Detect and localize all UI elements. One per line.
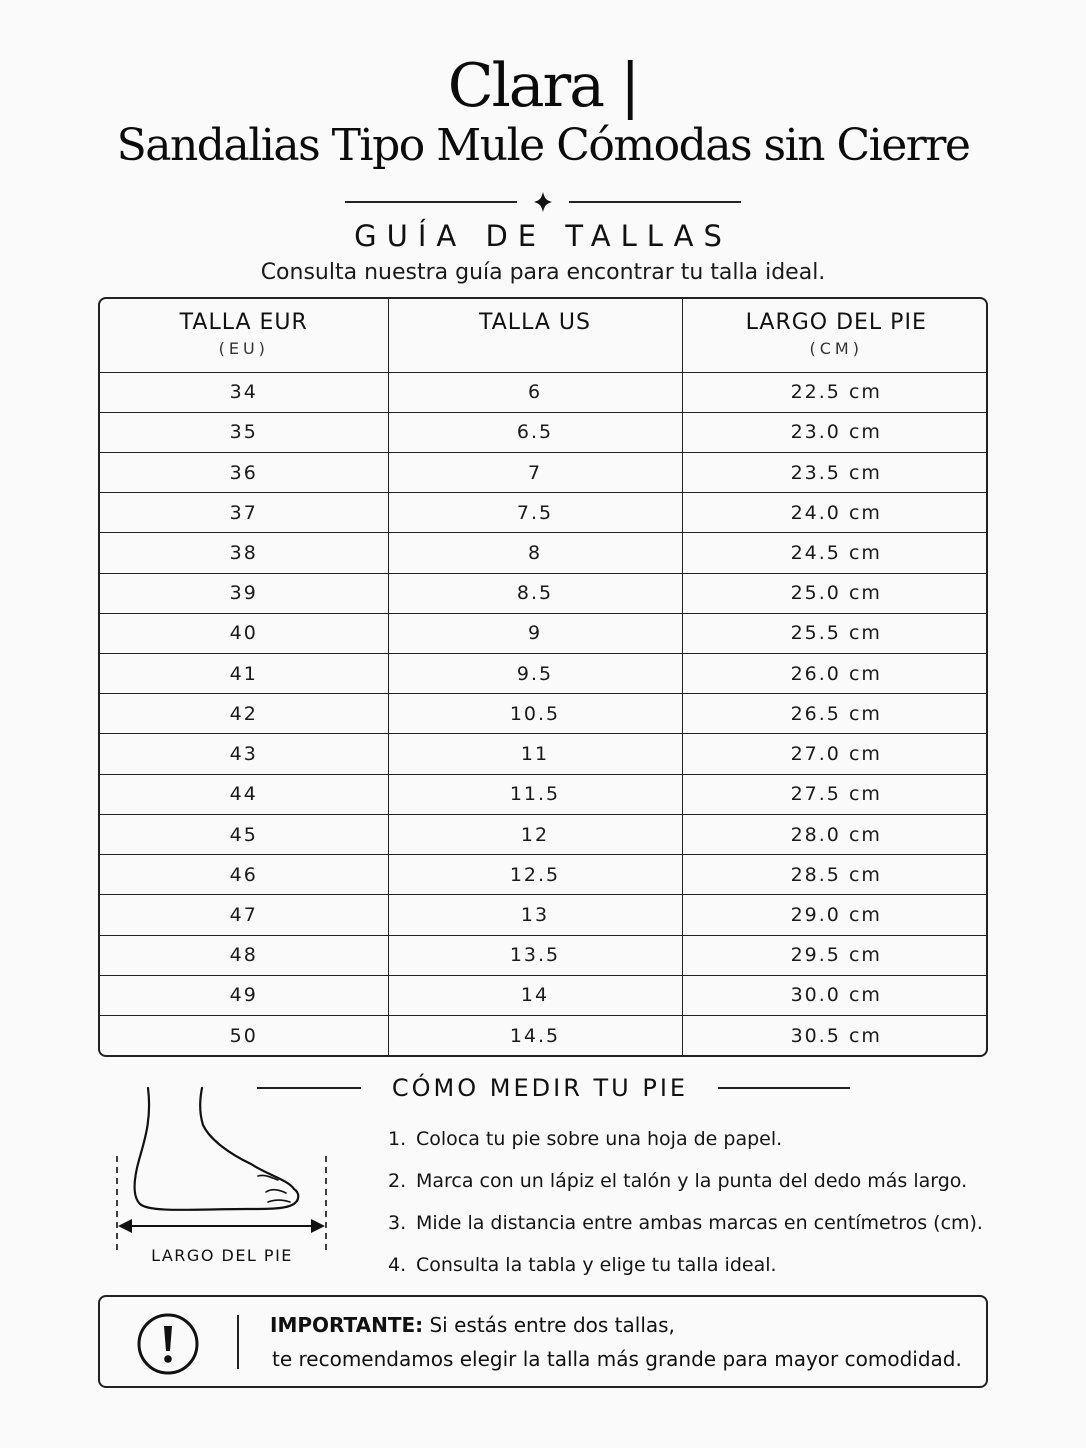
step-text: Mide la distancia entre ambas marcas en centímetros (cm).: [416, 1212, 983, 1234]
cell-foot-length: 28.5 cm: [682, 855, 988, 895]
cell-us-size: 7: [388, 452, 682, 492]
cell-us-size: 8: [388, 533, 682, 573]
toe-outline: [258, 1175, 290, 1202]
table-row: [100, 372, 988, 412]
cell-foot-length: 24.5 cm: [682, 533, 988, 573]
column-header-foot-length: [682, 299, 988, 372]
column-label: LARGO DEL PIE: [745, 310, 927, 335]
table-row: [100, 412, 988, 452]
table-row: [100, 1016, 988, 1056]
table-row: [100, 493, 988, 533]
cell-foot-length: 29.5 cm: [682, 935, 988, 975]
cell-us-size: 7.5: [388, 493, 682, 533]
column-sublabel: (EU): [218, 339, 269, 358]
notice-text-line1: [270, 1310, 675, 1340]
table-row: [100, 533, 988, 573]
cell-foot-length: 28.0 cm: [682, 814, 988, 854]
cell-eur-size: 37: [100, 493, 388, 533]
table-row: [100, 975, 988, 1015]
important-notice: [98, 1295, 988, 1388]
arrow-left-icon: [118, 1219, 132, 1233]
size-table: [98, 297, 988, 1057]
cell-eur-size: 43: [100, 734, 388, 774]
cell-us-size: 6: [388, 372, 682, 412]
table-row: [100, 814, 988, 854]
cell-eur-size: 35: [100, 412, 388, 452]
cell-us-size: 13.5: [388, 935, 682, 975]
table-row: [100, 654, 988, 694]
list-item: [388, 1244, 1048, 1286]
table-row: [100, 774, 988, 814]
cell-foot-length: 22.5 cm: [682, 372, 988, 412]
step-text: Marca con un lápiz el talón y la punta del dedo más largo.: [416, 1170, 968, 1192]
sparkle-icon: [534, 192, 552, 212]
cell-foot-length: 27.0 cm: [682, 734, 988, 774]
cell-eur-size: 49: [100, 975, 388, 1015]
table-row: [100, 855, 988, 895]
table-row: [100, 613, 988, 653]
cell-eur-size: 44: [100, 774, 388, 814]
brand-name: Clara |: [447, 51, 639, 121]
cell-foot-length: 26.0 cm: [682, 654, 988, 694]
cell-foot-length: 25.0 cm: [682, 573, 988, 613]
cell-foot-length: 24.0 cm: [682, 493, 988, 533]
cell-foot-length: 27.5 cm: [682, 774, 988, 814]
column-header-us: [388, 299, 682, 372]
heading-rule-right: [718, 1087, 850, 1089]
cell-eur-size: 48: [100, 935, 388, 975]
cell-foot-length: 30.0 cm: [682, 975, 988, 1015]
cell-us-size: 11.5: [388, 774, 682, 814]
notice-text-line2: te recomendamos elegir la talla más grande para mayor comodidad.: [272, 1347, 962, 1371]
foot-outline: [135, 1088, 299, 1210]
cell-eur-size: 38: [100, 533, 388, 573]
cell-foot-length: 26.5 cm: [682, 694, 988, 734]
table-row: [100, 895, 988, 935]
step-text: Coloca tu pie sobre una hoja de papel.: [416, 1128, 783, 1150]
notice-text: Si estás entre dos tallas,: [429, 1313, 675, 1337]
arrow-right-icon: [311, 1219, 325, 1233]
column-label: TALLA US: [479, 310, 591, 335]
cell-eur-size: 47: [100, 895, 388, 935]
step-number: 4.: [388, 1254, 407, 1276]
cell-us-size: 13: [388, 895, 682, 935]
table-row: [100, 452, 988, 492]
step-number: 2.: [388, 1170, 407, 1192]
cell-us-size: 10.5: [388, 694, 682, 734]
table-row: [100, 694, 988, 734]
cell-us-size: 12.5: [388, 855, 682, 895]
cell-foot-length: 23.5 cm: [682, 452, 988, 492]
cell-us-size: 9: [388, 613, 682, 653]
notice-divider: [237, 1315, 239, 1369]
ornament-divider: [345, 190, 741, 214]
cell-us-size: 12: [388, 814, 682, 854]
cell-eur-size: 41: [100, 654, 388, 694]
cell-us-size: 6.5: [388, 412, 682, 452]
cell-eur-size: 40: [100, 613, 388, 653]
table-row: [100, 734, 988, 774]
how-to-measure-heading: CÓMO MEDIR TU PIE: [391, 1074, 689, 1102]
table-row: [100, 573, 988, 613]
foot-measure-icon: [108, 1080, 336, 1260]
cell-us-size: 14: [388, 975, 682, 1015]
cell-eur-size: 46: [100, 855, 388, 895]
cell-foot-length: 30.5 cm: [682, 1016, 988, 1056]
table-header-row: [100, 299, 988, 372]
cell-eur-size: 39: [100, 573, 388, 613]
cell-foot-length: 29.0 cm: [682, 895, 988, 935]
exclamation-circle-icon: [136, 1312, 200, 1376]
measure-steps-list: [388, 1118, 1048, 1286]
column-label: TALLA EUR: [179, 310, 308, 335]
size-guide-subtitle: Consulta nuestra guía para encontrar tu talla ideal.: [260, 260, 826, 285]
cell-eur-size: 36: [100, 452, 388, 492]
step-number: 1.: [388, 1128, 407, 1150]
foot-length-label: LARGO DEL PIE: [151, 1246, 293, 1265]
step-number: 3.: [388, 1212, 407, 1234]
column-header-eur: [100, 299, 388, 372]
size-guide-heading: GUÍA DE TALLAS: [354, 219, 732, 253]
step-text: Consulta la tabla y elige tu talla ideal.: [416, 1254, 777, 1276]
size-table-body: [100, 372, 988, 1055]
cell-us-size: 11: [388, 734, 682, 774]
cell-eur-size: 50: [100, 1016, 388, 1056]
list-item: [388, 1118, 1048, 1160]
product-title: Sandalias Tipo Mule Cómodas sin Cierre: [116, 120, 970, 171]
cell-foot-length: 23.0 cm: [682, 412, 988, 452]
list-item: [388, 1202, 1048, 1244]
table-row: [100, 935, 988, 975]
cell-us-size: 8.5: [388, 573, 682, 613]
cell-foot-length: 25.5 cm: [682, 613, 988, 653]
list-item: [388, 1160, 1048, 1202]
cell-eur-size: 45: [100, 814, 388, 854]
cell-eur-size: 42: [100, 694, 388, 734]
cell-eur-size: 34: [100, 372, 388, 412]
cell-us-size: 9.5: [388, 654, 682, 694]
column-sublabel: (CM): [809, 339, 863, 358]
notice-label: IMPORTANTE:: [270, 1313, 424, 1337]
heading-rule-left: [257, 1087, 361, 1089]
cell-us-size: 14.5: [388, 1016, 682, 1056]
